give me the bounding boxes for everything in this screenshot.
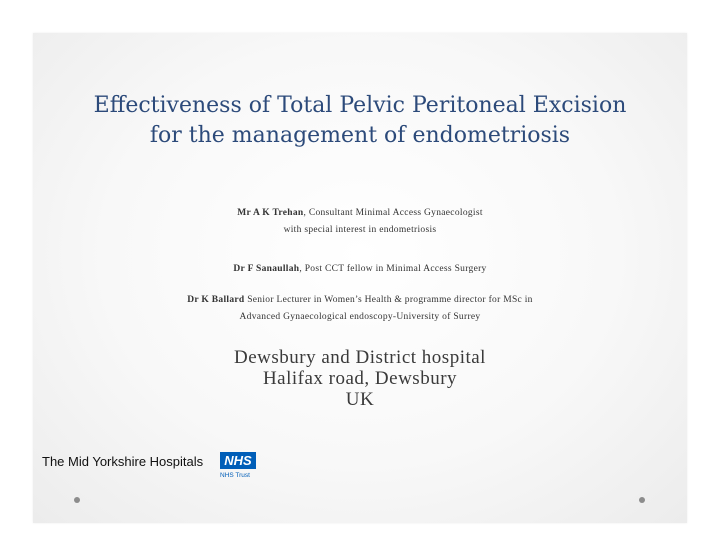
hospital-name: Dewsbury and District hospital [234, 347, 486, 368]
slide-title [33, 91, 687, 151]
nhs-trust-label: NHS Trust [220, 472, 250, 479]
author-role: , Consultant Minimal Access Gynaecologist [303, 208, 483, 218]
author-sanaullah [33, 261, 687, 278]
hospital-country: UK [345, 389, 375, 410]
author-name: Dr F Sanaullah [233, 264, 300, 274]
bullet-dot-icon [74, 497, 80, 503]
author-ballard [33, 292, 687, 326]
nhs-logo-icon: NHS [220, 452, 256, 469]
title-line-1: Effectiveness of Total Pelvic Peritoneal Excision [93, 93, 627, 118]
hospital-address [33, 347, 687, 410]
logo-text: The Mid Yorkshire Hospitals [42, 454, 204, 469]
author-role-continued: with special interest in endometriosis [283, 225, 437, 235]
author-role: Senior Lecturer in Women’s Health & programme director for MSc in [244, 295, 533, 305]
hospital-street: Halifax road, Dewsbury [262, 368, 458, 389]
slide [33, 33, 687, 523]
author-name: Dr K Ballard [187, 295, 245, 305]
title-line-2: for the management of endometriosis [149, 123, 571, 148]
author-name: Mr A K Trehan [237, 208, 304, 218]
author-trehan [33, 205, 687, 239]
trust-logo [42, 452, 257, 482]
bullet-dot-icon [639, 497, 645, 503]
author-role-continued: Advanced Gynaecological endoscopy-University of Surrey [239, 312, 481, 322]
author-role: , Post CCT fellow in Minimal Access Surgery [299, 264, 487, 274]
